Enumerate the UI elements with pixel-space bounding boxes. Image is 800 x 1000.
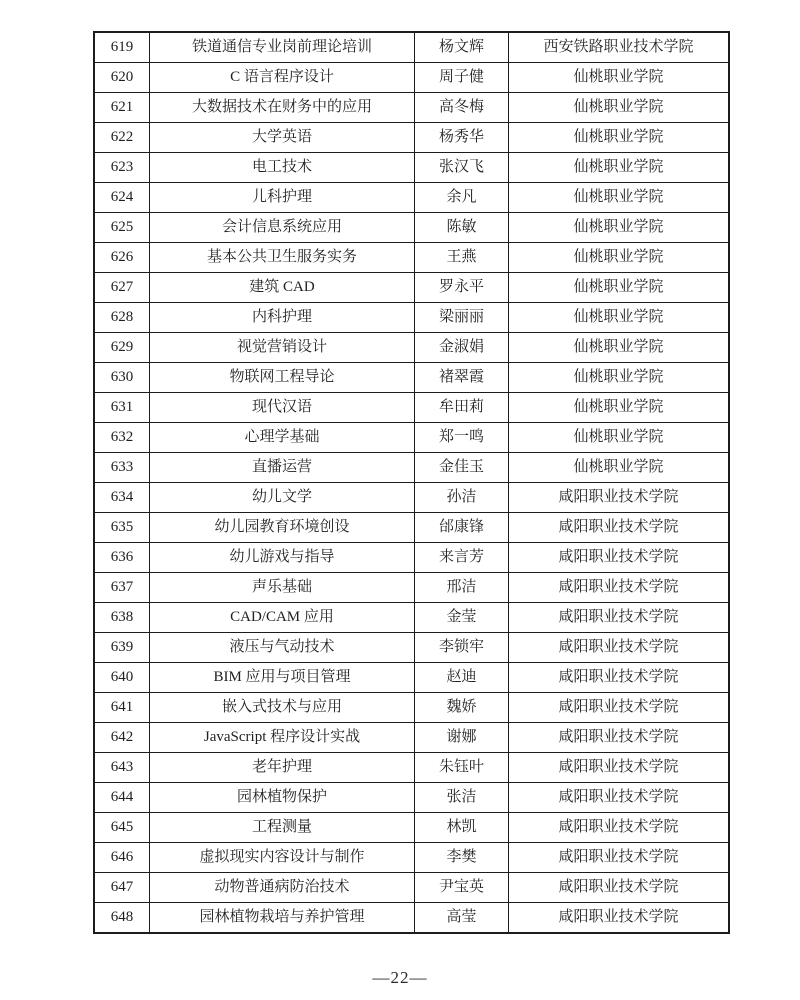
cell-course: 工程测量 [150, 813, 415, 843]
table-row [94, 543, 729, 573]
cell-no: 632 [94, 423, 150, 453]
cell-no: 639 [94, 633, 150, 663]
table-row [94, 633, 729, 663]
cell-course: 老年护理 [150, 753, 415, 783]
cell-teacher: 魏娇 [415, 693, 509, 723]
table-row [94, 153, 729, 183]
cell-teacher: 朱钰叶 [415, 753, 509, 783]
table-row [94, 453, 729, 483]
cell-no: 633 [94, 453, 150, 483]
cell-course: 幼儿游戏与指导 [150, 543, 415, 573]
cell-course: 铁道通信专业岗前理论培训 [150, 32, 415, 63]
table-row [94, 32, 729, 63]
cell-teacher: 高莹 [415, 903, 509, 934]
cell-no: 629 [94, 333, 150, 363]
cell-teacher: 张汉飞 [415, 153, 509, 183]
cell-teacher: 陈敏 [415, 213, 509, 243]
table-row [94, 573, 729, 603]
table-row [94, 513, 729, 543]
cell-course: C 语言程序设计 [150, 63, 415, 93]
cell-no: 627 [94, 273, 150, 303]
cell-teacher: 李锁牢 [415, 633, 509, 663]
cell-course: 大学英语 [150, 123, 415, 153]
table-row [94, 63, 729, 93]
cell-institution: 西安铁路职业技术学院 [509, 32, 730, 63]
cell-institution: 仙桃职业学院 [509, 183, 730, 213]
cell-institution: 咸阳职业技术学院 [509, 783, 730, 813]
cell-institution: 咸阳职业技术学院 [509, 573, 730, 603]
cell-course: 内科护理 [150, 303, 415, 333]
course-table [93, 31, 730, 934]
cell-institution: 仙桃职业学院 [509, 393, 730, 423]
cell-no: 634 [94, 483, 150, 513]
cell-course: 直播运营 [150, 453, 415, 483]
table-row [94, 213, 729, 243]
cell-teacher: 余凡 [415, 183, 509, 213]
cell-institution: 咸阳职业技术学院 [509, 513, 730, 543]
table-row [94, 393, 729, 423]
cell-teacher: 褚翠霞 [415, 363, 509, 393]
cell-no: 648 [94, 903, 150, 934]
cell-teacher: 孙洁 [415, 483, 509, 513]
cell-teacher: 梁丽丽 [415, 303, 509, 333]
cell-institution: 仙桃职业学院 [509, 453, 730, 483]
page-number: —22— [372, 968, 428, 987]
cell-teacher: 牟田莉 [415, 393, 509, 423]
cell-no: 619 [94, 32, 150, 63]
cell-institution: 咸阳职业技术学院 [509, 903, 730, 934]
cell-course: 幼儿文学 [150, 483, 415, 513]
table-row [94, 783, 729, 813]
table-row [94, 93, 729, 123]
course-table-body [94, 32, 729, 933]
cell-no: 630 [94, 363, 150, 393]
cell-no: 642 [94, 723, 150, 753]
cell-teacher: 高冬梅 [415, 93, 509, 123]
cell-course: JavaScript 程序设计实战 [150, 723, 415, 753]
cell-no: 623 [94, 153, 150, 183]
table-row [94, 303, 729, 333]
table-row [94, 183, 729, 213]
cell-teacher: 来言芳 [415, 543, 509, 573]
cell-no: 628 [94, 303, 150, 333]
cell-institution: 咸阳职业技术学院 [509, 723, 730, 753]
cell-course: 会计信息系统应用 [150, 213, 415, 243]
table-row [94, 333, 729, 363]
cell-no: 646 [94, 843, 150, 873]
cell-no: 621 [94, 93, 150, 123]
cell-no: 635 [94, 513, 150, 543]
cell-institution: 咸阳职业技术学院 [509, 693, 730, 723]
table-row [94, 843, 729, 873]
cell-no: 644 [94, 783, 150, 813]
cell-no: 625 [94, 213, 150, 243]
cell-course: 电工技术 [150, 153, 415, 183]
table-row [94, 273, 729, 303]
cell-institution: 仙桃职业学院 [509, 63, 730, 93]
table-row [94, 603, 729, 633]
cell-no: 641 [94, 693, 150, 723]
cell-course: 物联网工程导论 [150, 363, 415, 393]
cell-teacher: 李樊 [415, 843, 509, 873]
table-row [94, 243, 729, 273]
cell-institution: 仙桃职业学院 [509, 213, 730, 243]
table-row [94, 693, 729, 723]
cell-institution: 仙桃职业学院 [509, 423, 730, 453]
table-row [94, 753, 729, 783]
cell-teacher: 周子健 [415, 63, 509, 93]
table-row [94, 903, 729, 934]
cell-no: 637 [94, 573, 150, 603]
cell-no: 640 [94, 663, 150, 693]
table-row [94, 483, 729, 513]
cell-no: 647 [94, 873, 150, 903]
cell-no: 645 [94, 813, 150, 843]
table-row [94, 123, 729, 153]
cell-no: 631 [94, 393, 150, 423]
cell-institution: 仙桃职业学院 [509, 303, 730, 333]
cell-no: 643 [94, 753, 150, 783]
cell-institution: 咸阳职业技术学院 [509, 813, 730, 843]
cell-institution: 咸阳职业技术学院 [509, 543, 730, 573]
cell-institution: 仙桃职业学院 [509, 123, 730, 153]
cell-teacher: 尹宝英 [415, 873, 509, 903]
cell-institution: 仙桃职业学院 [509, 333, 730, 363]
cell-institution: 咸阳职业技术学院 [509, 663, 730, 693]
cell-course: 声乐基础 [150, 573, 415, 603]
cell-course: 液压与气动技术 [150, 633, 415, 663]
cell-institution: 咸阳职业技术学院 [509, 843, 730, 873]
cell-course: 建筑 CAD [150, 273, 415, 303]
cell-institution: 咸阳职业技术学院 [509, 633, 730, 663]
table-row [94, 363, 729, 393]
cell-teacher: 郑一鸣 [415, 423, 509, 453]
cell-institution: 仙桃职业学院 [509, 243, 730, 273]
cell-teacher: 杨秀华 [415, 123, 509, 153]
cell-teacher: 杨文辉 [415, 32, 509, 63]
cell-teacher: 邰康锋 [415, 513, 509, 543]
table-row [94, 423, 729, 453]
cell-course: 心理学基础 [150, 423, 415, 453]
cell-course: 儿科护理 [150, 183, 415, 213]
cell-no: 624 [94, 183, 150, 213]
cell-no: 626 [94, 243, 150, 273]
cell-teacher: 林凯 [415, 813, 509, 843]
cell-no: 620 [94, 63, 150, 93]
cell-institution: 咸阳职业技术学院 [509, 483, 730, 513]
table-row [94, 663, 729, 693]
cell-course: 基本公共卫生服务实务 [150, 243, 415, 273]
cell-teacher: 邢洁 [415, 573, 509, 603]
cell-institution: 咸阳职业技术学院 [509, 873, 730, 903]
cell-teacher: 赵迪 [415, 663, 509, 693]
cell-course: CAD/CAM 应用 [150, 603, 415, 633]
cell-course: 虚拟现实内容设计与制作 [150, 843, 415, 873]
cell-teacher: 谢娜 [415, 723, 509, 753]
cell-course: 园林植物栽培与养护管理 [150, 903, 415, 934]
cell-institution: 咸阳职业技术学院 [509, 753, 730, 783]
cell-teacher: 金莹 [415, 603, 509, 633]
cell-no: 638 [94, 603, 150, 633]
cell-course: 现代汉语 [150, 393, 415, 423]
table-row [94, 873, 729, 903]
cell-institution: 仙桃职业学院 [509, 153, 730, 183]
cell-course: 嵌入式技术与应用 [150, 693, 415, 723]
cell-institution: 仙桃职业学院 [509, 93, 730, 123]
cell-no: 636 [94, 543, 150, 573]
cell-teacher: 金佳玉 [415, 453, 509, 483]
cell-institution: 仙桃职业学院 [509, 273, 730, 303]
cell-course: 大数据技术在财务中的应用 [150, 93, 415, 123]
cell-course: BIM 应用与项目管理 [150, 663, 415, 693]
cell-no: 622 [94, 123, 150, 153]
cell-course: 视觉营销设计 [150, 333, 415, 363]
table-row [94, 723, 729, 753]
cell-institution: 咸阳职业技术学院 [509, 603, 730, 633]
table-row [94, 813, 729, 843]
cell-course: 园林植物保护 [150, 783, 415, 813]
cell-course: 幼儿园教育环境创设 [150, 513, 415, 543]
cell-teacher: 王燕 [415, 243, 509, 273]
cell-teacher: 张洁 [415, 783, 509, 813]
cell-teacher: 罗永平 [415, 273, 509, 303]
cell-teacher: 金淑娟 [415, 333, 509, 363]
cell-course: 动物普通病防治技术 [150, 873, 415, 903]
cell-institution: 仙桃职业学院 [509, 363, 730, 393]
